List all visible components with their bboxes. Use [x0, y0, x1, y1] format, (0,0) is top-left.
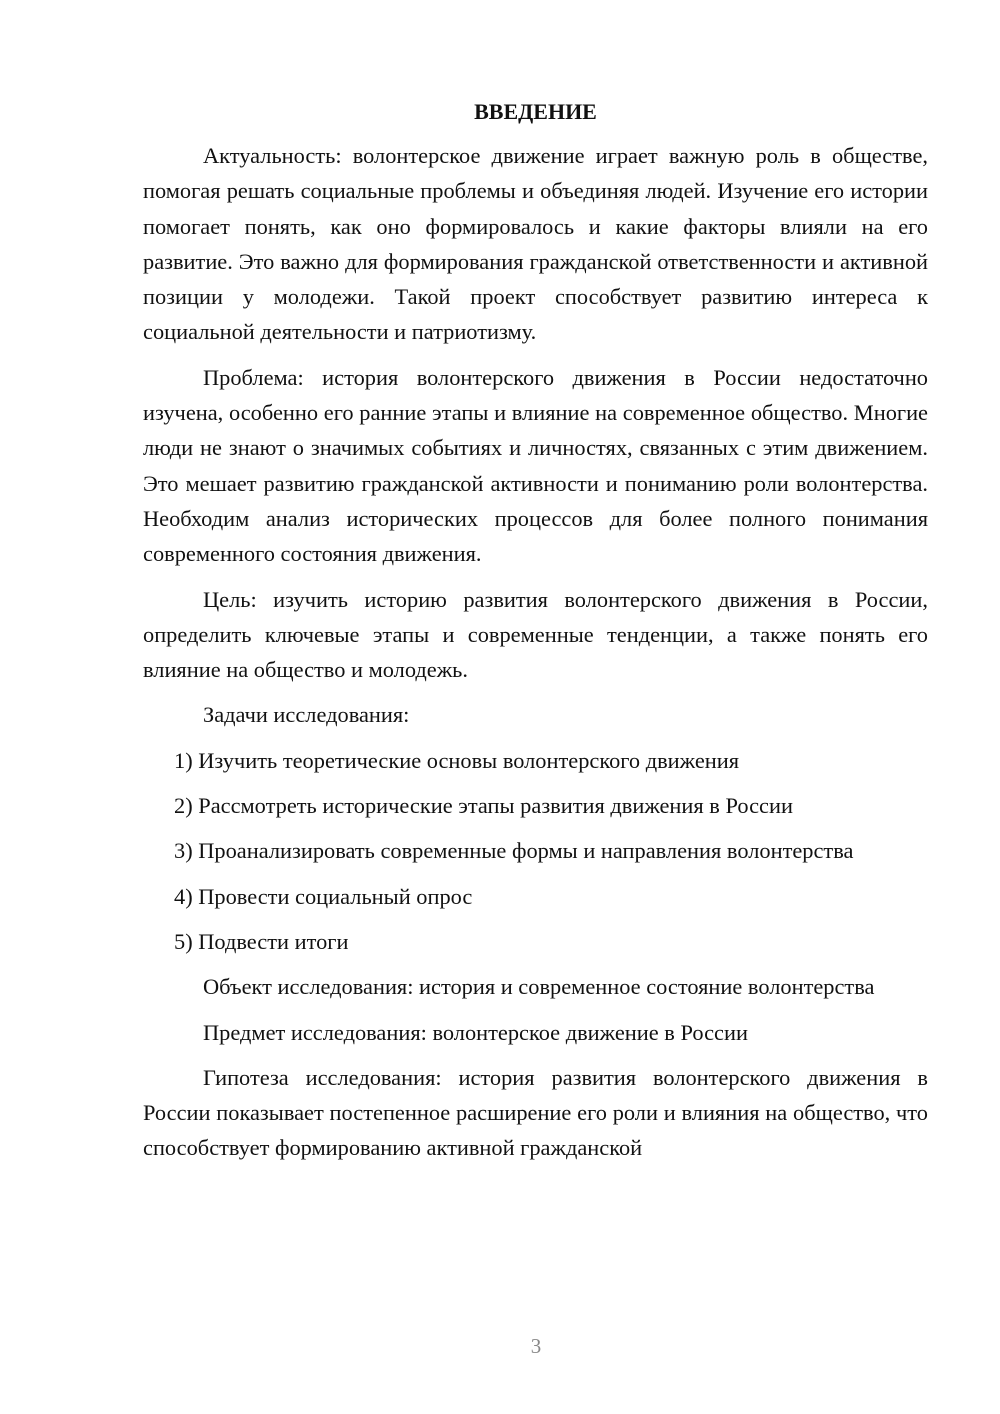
task-item-1: 1) Изучить теоретические основы волонтерского движения: [174, 747, 740, 773]
hypothesis-paragraph: Гипотеза исследования: история развития волонтерского движения в России показывает постепенное расширение его роли и влияния на общество, что способствует формированию активной гражданской: [143, 1064, 928, 1161]
subject-paragraph: Предмет исследования: волонтерское движение в России: [203, 1019, 748, 1045]
task-item-5: 5) Подвести итоги: [174, 928, 349, 954]
problem-paragraph: Проблема: история волонтерского движения в России недостаточно изучена, особенно его ранние этапы и влияние на современное общество. Многие люди не знают о значимых событиях и личностях, связанных с этим движением. Это мешает развитию гражданской активности и пониманию роли волонтерства. Необходим анализ исторических процессов для более полного понимания современного состояния движения.: [143, 364, 928, 567]
goal-paragraph: Цель: изучить историю развития волонтерского движения в России, определить ключевые этапы и современные тенденции, а также понять его влияние на общество и молодежь.: [143, 586, 928, 683]
section-heading: ВВЕДЕНИЕ: [474, 99, 597, 124]
tasks-intro: Задачи исследования:: [203, 702, 410, 728]
object-paragraph: Объект исследования: история и современное состояние волонтерства: [203, 974, 875, 1000]
relevance-paragraph: Актуальность: волонтерское движение играет важную роль в обществе, помогая решать социальные проблемы и объединяя людей. Изучение его истории помогает понять, как оно формировалось и какие факторы влияли на его развитие. Это важно для формирования гражданской ответственности и активной позиции у молодежи. Такой проект способствует развитию интереса к социальной деятельности и патриотизму.: [143, 143, 928, 345]
page-number: 3: [530, 1334, 542, 1358]
task-item-4: 4) Провести социальный опрос: [174, 883, 473, 909]
document-body: [143, 97, 928, 1176]
task-item-2: 2) Рассмотреть исторические этапы развития движения в России: [174, 793, 793, 819]
task-item-3: 3) Проанализировать современные формы и направления волонтерства: [174, 838, 854, 864]
